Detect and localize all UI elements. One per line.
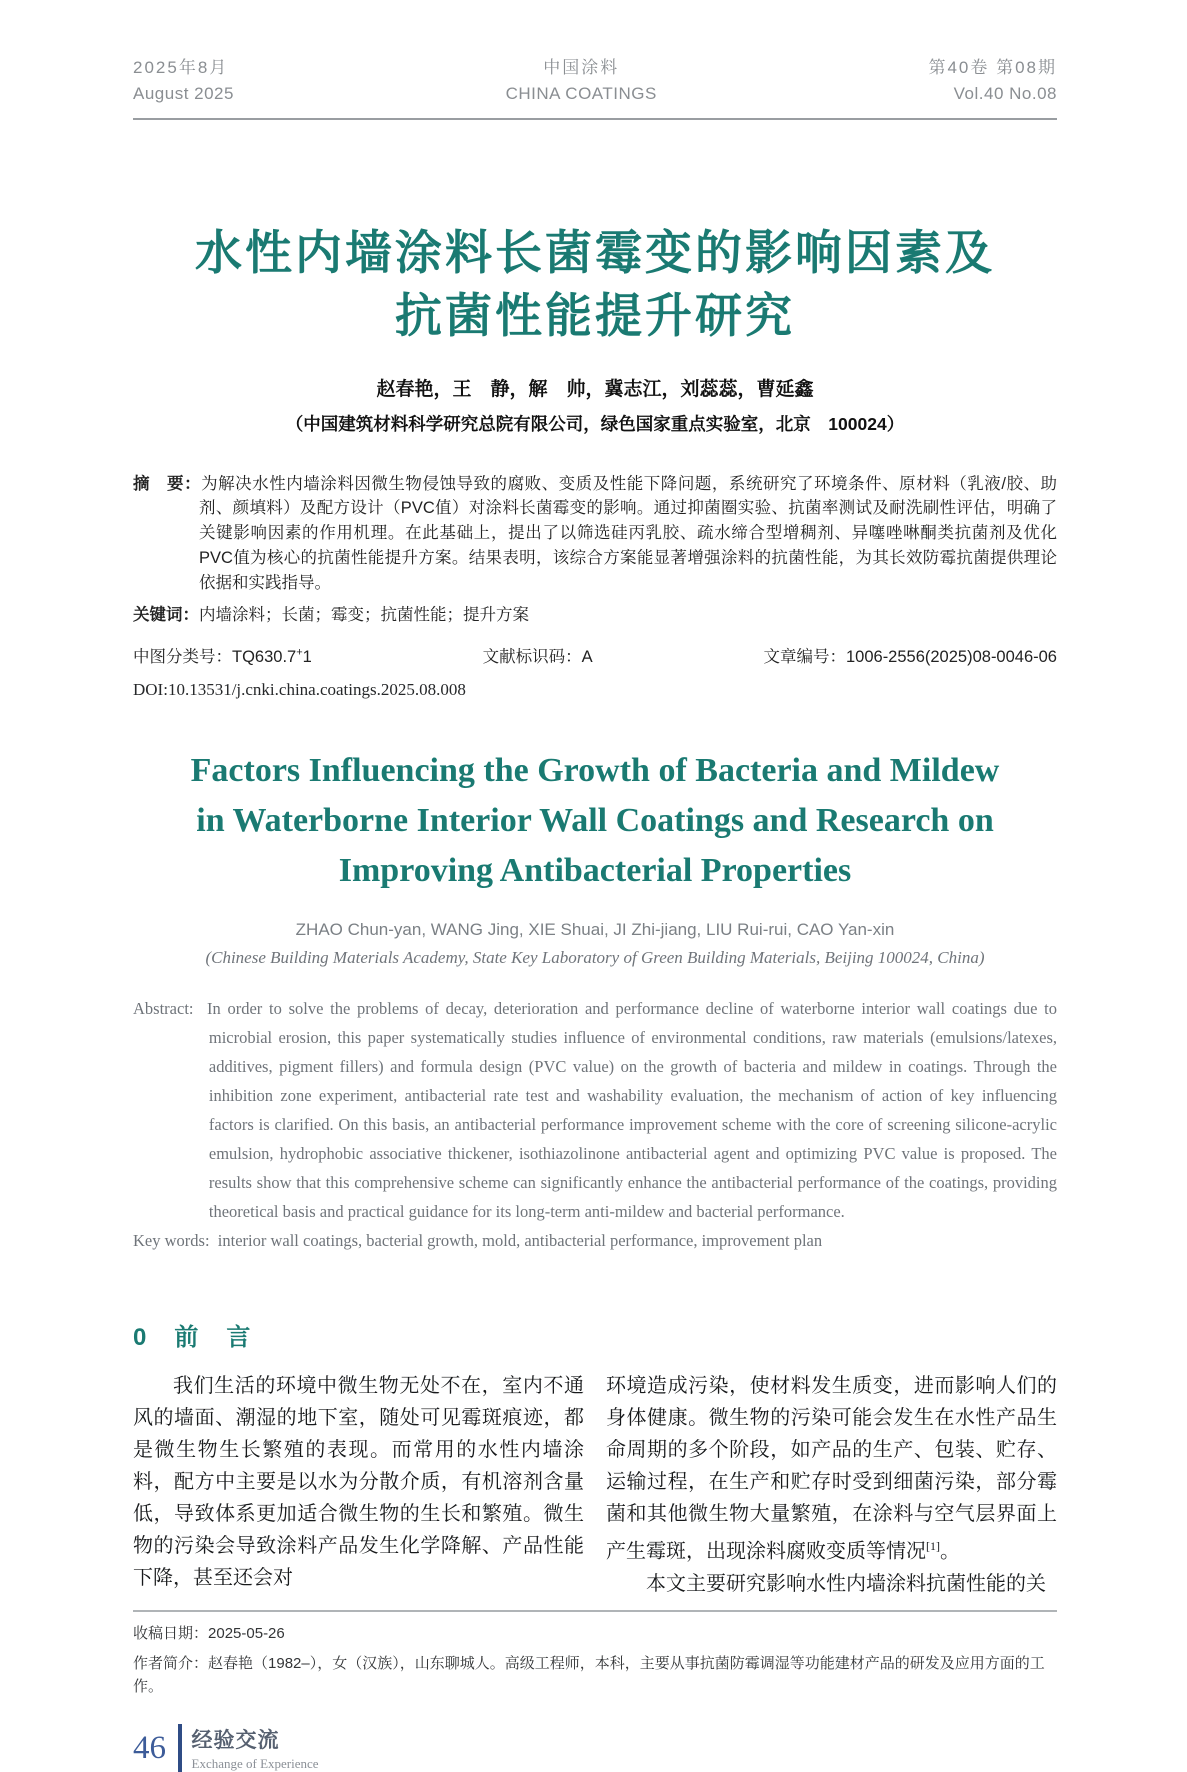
body-column-left xyxy=(133,1370,584,1600)
received-date xyxy=(133,1622,1057,1645)
column-name-en: Exchange of Experience xyxy=(191,1756,319,1772)
issue-cn: 第40卷 第08期 xyxy=(928,58,1057,77)
article-title-en xyxy=(133,746,1057,896)
running-head xyxy=(133,55,1057,108)
running-head-issue xyxy=(928,55,1057,108)
date-en: August 2025 xyxy=(133,84,234,104)
page-footer xyxy=(133,1724,1057,1772)
article-title-cn xyxy=(133,222,1057,348)
article-title-en-line3: Improving Antibacterial Properties xyxy=(338,852,852,890)
header-divider xyxy=(133,118,1057,120)
citation-ref-1: [1] xyxy=(926,1539,940,1554)
article-title-cn-line1: 水性内墙涂料长菌霉变的影响因素及 xyxy=(195,225,995,279)
author-bio xyxy=(133,1652,1057,1699)
page-number: 46 xyxy=(133,1729,166,1766)
running-head-journal xyxy=(506,55,657,108)
intro-paragraph-right-end: 。 xyxy=(940,1540,960,1563)
journal-name-en: CHINA COATINGS xyxy=(505,84,657,104)
intro-paragraph-right-2: 本文主要研究影响水性内墙涂料抗菌性能的关 xyxy=(646,1572,1046,1595)
abstract-en xyxy=(133,994,1057,1226)
article-title-en-line1: Factors Influencing the Growth of Bacteria and Mildew xyxy=(190,752,1000,790)
intro-paragraph-left: 我们生活的环境中微生物无处不在，室内不通风的墙面、潮湿的地下室，随处可见霉斑痕迹，都是微生物生长繁殖的表现。而常用的水性内墙涂料，配方中主要是以水为分散介质，有机溶剂含量低，导致体系更加适合微生物的生长和繁殖。微生物的污染会导致涂料产品发生化学降解、产品性能下降，甚至还会对 xyxy=(133,1375,584,1590)
issue-en: Vol.40 No.08 xyxy=(953,84,1057,104)
intro-paragraph-right xyxy=(606,1370,1057,1568)
abstract-en-label: Abstract: xyxy=(133,999,194,1019)
column-name-cn: 经验交流 xyxy=(191,1729,280,1753)
footnote-divider xyxy=(133,1610,1057,1612)
received-date-value: 2025-05-26 xyxy=(208,1624,285,1642)
affiliation-en: (Chinese Building Materials Academy, State Key Laboratory of Green Building Materials, Beijing 100024, China) xyxy=(205,948,985,968)
body-columns xyxy=(133,1370,1057,1600)
keywords-en-text: interior wall coatings, bacterial growth, mold, antibacterial performance, improvement plan xyxy=(217,1231,823,1251)
keywords-cn xyxy=(133,603,1057,628)
intro-paragraph-right-text: 环境造成污染，使材料发生质变，进而影响人们的身体健康。微生物的污染可能会发生在水性产品生命周期的多个阶段，如产品的生产、包装、贮存、运输过程，在生产和贮存时受到细菌污染，部分霉菌和其他微生物大量繁殖，在涂料与空气层界面上产生霉斑，出现涂料腐败变质等情况 xyxy=(606,1375,1057,1563)
doi: DOI:10.13531/j.cnki.china.coatings.2025.08.008 xyxy=(133,680,466,700)
journal-name-cn: 中国涂料 xyxy=(543,58,620,77)
running-head-date xyxy=(133,55,234,108)
article-title-en-line2: in Waterborne Interior Wall Coatings and Research on xyxy=(196,802,994,840)
abstract-cn xyxy=(133,472,1057,596)
authors-en: ZHAO Chun-yan, WANG Jing, XIE Shuai, JI Zhi-jiang, LIU Rui-rui, CAO Yan-xin xyxy=(295,920,895,940)
clc-tail: 1 xyxy=(302,648,312,667)
footer-divider-bar xyxy=(178,1724,182,1772)
document-code: 文献标识码：A xyxy=(482,648,593,667)
clc-label: 中图分类号： xyxy=(133,648,232,667)
clc-main: TQ630.7 xyxy=(232,648,297,667)
affiliation-cn: （中国建筑材料科学研究总院有限公司，绿色国家重点实验室，北京 100024） xyxy=(285,413,905,434)
authors-cn: 赵春艳，王 静，解 帅，冀志江，刘蕊蕊，曹延鑫 xyxy=(376,378,814,400)
body-column-right xyxy=(606,1370,1057,1600)
abstract-en-text: In order to solve the problems of decay, deterioration and performance decline of waterborne interior wall coatings due to microbial erosion, this paper systematically studies influence of environmental conditions, raw materials (emulsions/latexes, additives, pigment fillers) and formula design (PVC value) on the growth of bacteria and mildew in coatings. Through the inhibition zone experiment, antibacterial rate test and washability evaluation, the mechanism of action of key influencing factors is clarified. On this basis, an antibacterial performance improvement scheme with the core of screening silicone-acrylic emulsion, hydrophobic associative thickener, isothiazolinone antibacterial agent and optimizing PVC value is proposed. The results show that this comprehensive scheme can significantly enhance the antibacterial performance of the coatings, providing theoretical basis and practical guidance for its long-term anti-mildew and bacterial performance. xyxy=(206,999,1058,1222)
author-bio-text: 赵春艳（1982–），女（汉族），山东聊城人。高级工程师，本科，主要从事抗菌防霉调湿等功能建材产品的研发及应用方面的工作。 xyxy=(133,1654,1045,1696)
meta-row xyxy=(133,643,1057,667)
clc-superscript: + xyxy=(296,646,303,659)
date-cn: 2025年8月 xyxy=(133,58,229,77)
abstract-cn-text: 为解决水性内墙涂料因微生物侵蚀导致的腐败、变质及性能下降问题，系统研究了环境条件、原材料（乳液/胶、助剂、颜填料）及配方设计（PVC值）对涂料长菌霉变的影响。通过抑菌圈实验、抗菌率测试及耐洗刷性评估，明确了关键影响因素的作用机理。在此基础上，提出了以筛选硅丙乳胶、疏水缔合型增稠剂、异噻唑啉酮类抗菌剂及优化PVC值为核心的抗菌性能提升方案。结果表明，该综合方案能显著增强涂料的抗菌性能，为其长效防霉抗菌提供理论依据和实践指导。 xyxy=(199,474,1057,592)
article-title-cn-line2: 抗菌性能提升研究 xyxy=(395,288,795,342)
received-date-label: 收稿日期： xyxy=(133,1624,209,1642)
section-heading-intro: 0 前 言 xyxy=(133,1324,253,1352)
keywords-cn-text: 内墙涂料；长菌；霉变；抗菌性能；提升方案 xyxy=(199,606,529,625)
clc-number xyxy=(133,643,312,667)
footnote-block xyxy=(133,1610,1057,1699)
keywords-en xyxy=(133,1226,1057,1255)
author-bio-label: 作者简介： xyxy=(133,1654,209,1672)
keywords-cn-label: 关键词： xyxy=(133,606,199,625)
column-name xyxy=(192,1724,319,1772)
keywords-en-label: Key words: xyxy=(133,1231,210,1251)
abstract-cn-label: 摘 要： xyxy=(133,474,202,493)
article-id: 文章编号：1006-2556(2025)08-0046-06 xyxy=(763,648,1057,667)
